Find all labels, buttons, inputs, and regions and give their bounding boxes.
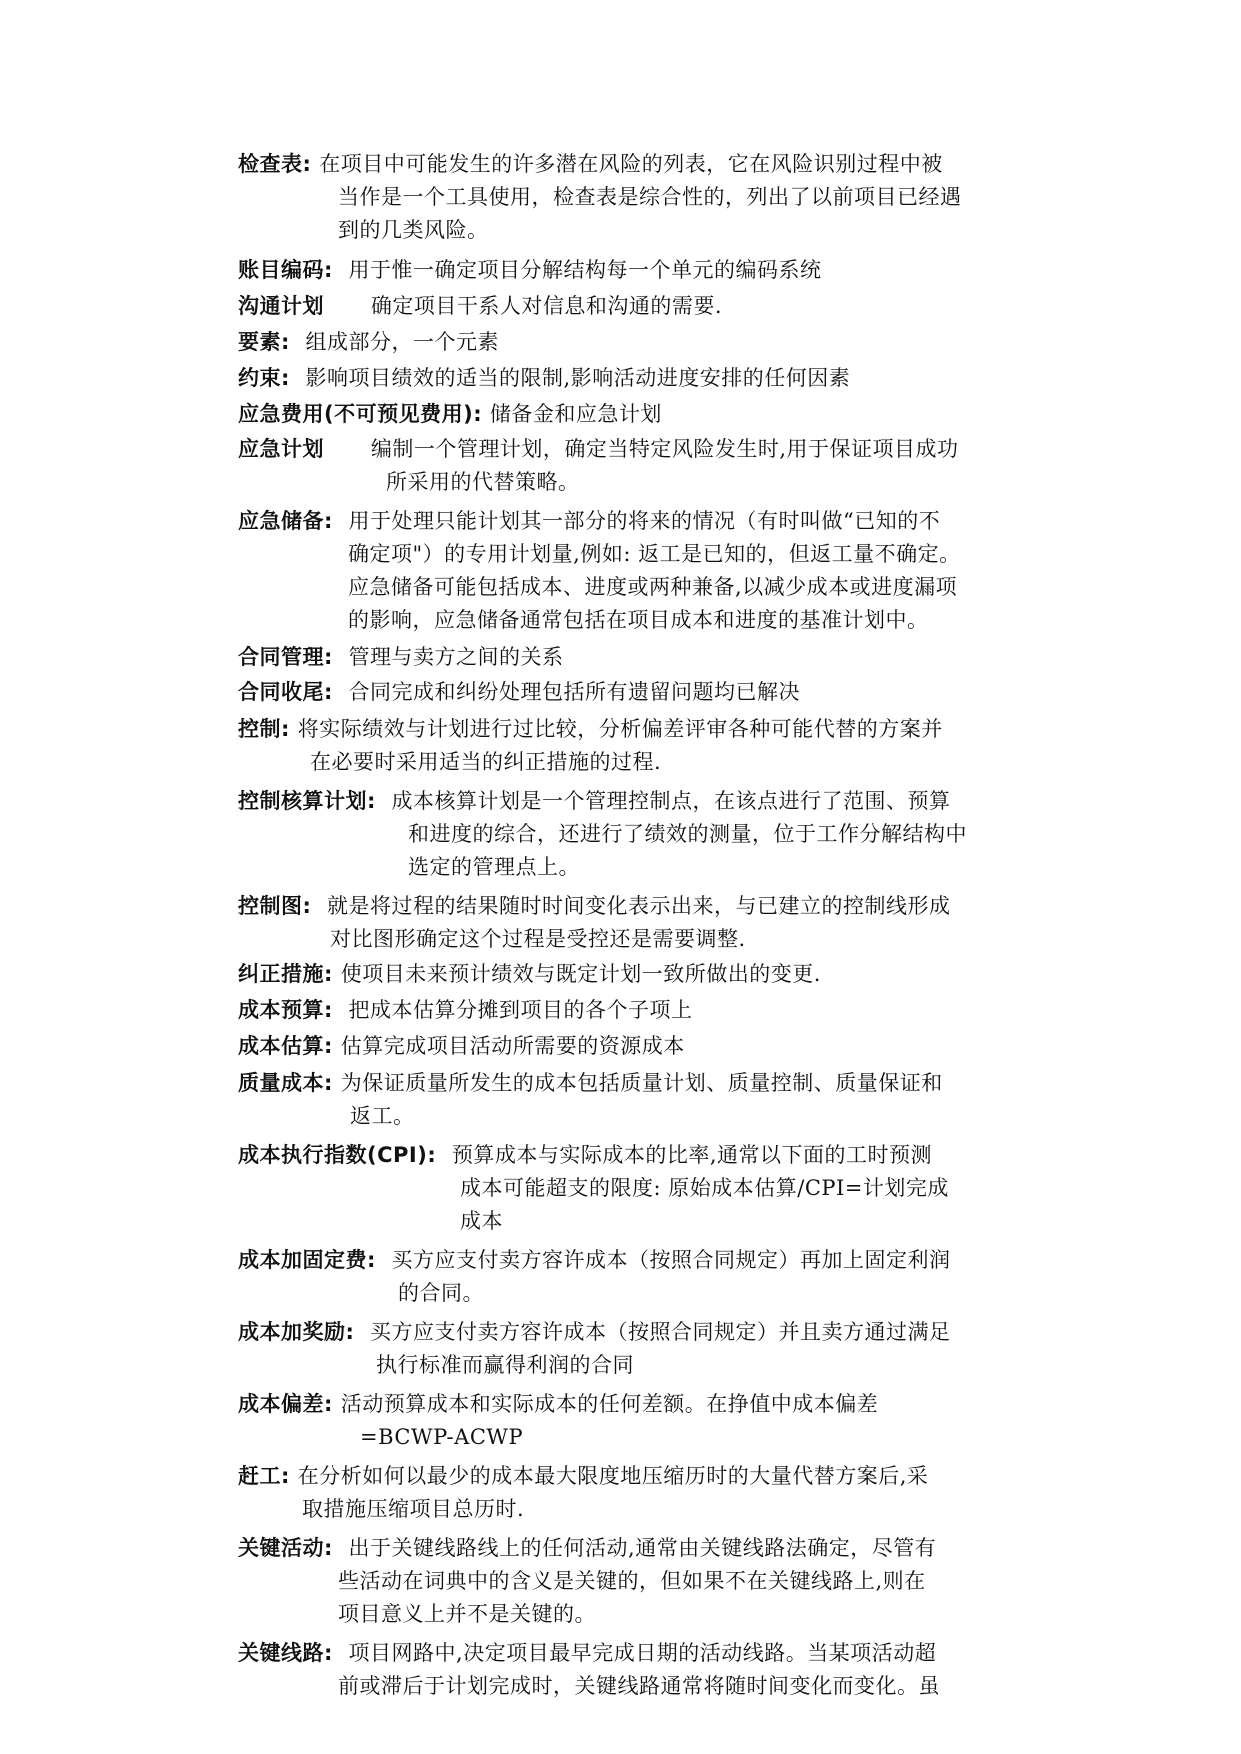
- entry-first-line: [238, 958, 1048, 991]
- definition-text: 把成本估算分摊到项目的各个子项上: [348, 998, 693, 1022]
- definition-continuation: 成本可能超支的限度: 原始成本估算/CPI=计划完成: [460, 1176, 949, 1200]
- definition-continuation: 在必要时采用适当的纠正措施的过程.: [310, 750, 662, 774]
- definition-text: 项目网路中,决定项目最早完成日期的活动线路。当某项活动超: [348, 1641, 937, 1665]
- definition-continuation: =BCWP-ACWP: [360, 1425, 524, 1449]
- glossary-entry: [238, 994, 1048, 1027]
- glossary-term: 沟通计划: [238, 294, 324, 318]
- definition-continuation: 选定的管理点上。: [408, 855, 580, 879]
- document-page: [238, 148, 1048, 1703]
- glossary-entry: [238, 362, 1048, 395]
- entry-first-line: [238, 1316, 1048, 1349]
- term-separator: :: [324, 258, 349, 282]
- glossary-entry: [238, 1637, 1048, 1703]
- term-separator: :: [324, 645, 349, 669]
- definition-text: 合同完成和纠纷处理包括所有遗留问题均已解决: [348, 680, 801, 704]
- definition-continuation: 项目意义上并不是关键的。: [338, 1602, 596, 1626]
- glossary-term: 控制核算计划: [238, 789, 367, 813]
- entry-first-line: [238, 433, 1048, 466]
- term-separator: :: [324, 1034, 341, 1058]
- glossary-entry: [238, 958, 1048, 991]
- definition-text: 将实际绩效与计划进行过比较，分析偏差评审各种可能代替的方案并: [297, 717, 943, 741]
- glossary-term: 合同收尾: [238, 680, 324, 704]
- term-separator: :: [367, 789, 392, 813]
- definition-continuation: 和进度的综合，还进行了绩效的测量，位于工作分解结构中: [408, 822, 967, 846]
- term-separator: :: [281, 366, 306, 390]
- definition-text: 出于关键线路线上的任何活动,通常由关键线路法确定，尽管有: [348, 1536, 937, 1560]
- glossary-term: 合同管理: [238, 645, 324, 669]
- definition-continuation: 些活动在词典中的含义是关键的，但如果不在关键线路上,则在: [338, 1569, 926, 1593]
- glossary-term: 检查表: [238, 152, 303, 176]
- entry-first-line: [238, 713, 1048, 746]
- glossary-entry: [238, 641, 1048, 674]
- glossary-term: 赶工: [238, 1464, 281, 1488]
- definition-text: 用于处理只能计划其一部分的将来的情况（有时叫做“已知的不: [348, 509, 941, 533]
- glossary-term: 应急储备: [238, 509, 324, 533]
- definition-continuation: 的影响，应急储备通常包括在项目成本和进度的基准计划中。: [348, 608, 929, 632]
- term-separator: :: [345, 1320, 371, 1344]
- term-separator: :: [281, 1464, 298, 1488]
- glossary-term: 质量成本: [238, 1071, 324, 1095]
- glossary-term: 成本加固定费: [238, 1248, 367, 1272]
- definition-continuation: 对比图形确定这个过程是受控还是需要调整.: [330, 927, 746, 951]
- entry-first-line: [238, 290, 1048, 323]
- entry-first-line: [238, 326, 1048, 359]
- entry-first-line: [238, 676, 1048, 709]
- definition-text: 编制一个管理计划，确定当特定风险发生时,用于保证项目成功: [370, 437, 959, 461]
- definition-text: 管理与卖方之间的关系: [348, 645, 564, 669]
- glossary-entry: [238, 1244, 1048, 1310]
- glossary-entry: [238, 1460, 1048, 1526]
- term-separator: :: [427, 1143, 452, 1167]
- glossary-term: 成本估算: [238, 1034, 324, 1058]
- glossary-entry: [238, 785, 1048, 884]
- definition-text: 在分析如何以最少的成本最大限度地压缩历时的大量代替方案后,采: [297, 1464, 929, 1488]
- definition-continuation: 返工。: [350, 1104, 415, 1128]
- entry-first-line: [238, 254, 1048, 287]
- entry-first-line: [238, 890, 1048, 923]
- definition-text: 使项目未来预计绩效与既定计划一致所做出的变更.: [340, 962, 821, 986]
- entry-first-line: [238, 1067, 1048, 1100]
- glossary-entry: [238, 1139, 1048, 1238]
- entry-first-line: [238, 1139, 1048, 1172]
- entry-first-line: [238, 505, 1048, 538]
- glossary-entry: [238, 290, 1048, 323]
- glossary-term: 成本预算: [238, 998, 324, 1022]
- definition-text: 就是将过程的结果随时时间变化表示出来，与已建立的控制线形成: [327, 894, 951, 918]
- glossary-term: 应急费用(不可预见费用): [238, 402, 474, 426]
- entry-first-line: [238, 398, 1048, 431]
- glossary-entry: [238, 713, 1048, 779]
- definition-continuation: 应急储备可能包括成本、进度或两种兼备,以减少成本或进度漏项: [348, 575, 958, 599]
- definition-continuation: 成本: [460, 1209, 503, 1233]
- definition-text: 组成部分，一个元素: [305, 330, 500, 354]
- glossary-term: 成本执行指数(CPI): [238, 1143, 428, 1167]
- term-separator: :: [302, 894, 328, 918]
- glossary-term: 控制图: [238, 894, 303, 918]
- glossary-entry: [238, 1067, 1048, 1133]
- glossary-entry: [238, 1316, 1048, 1382]
- glossary-term: 纠正措施: [238, 962, 324, 986]
- entry-first-line: [238, 1460, 1048, 1493]
- entry-first-line: [238, 1388, 1048, 1421]
- term-separator: :: [324, 680, 349, 704]
- glossary-entry: [238, 1030, 1048, 1063]
- term-separator: :: [324, 1536, 349, 1560]
- glossary-term: 要素: [238, 330, 281, 354]
- definition-continuation: 当作是一个工具使用，检查表是综合性的，列出了以前项目已经遇: [338, 185, 962, 209]
- definition-text: 用于惟一确定项目分解结构每一个单元的编码系统: [348, 258, 822, 282]
- definition-text: 成本核算计划是一个管理控制点，在该点进行了范围、预算: [391, 789, 951, 813]
- entry-first-line: [238, 641, 1048, 674]
- entry-first-line: [238, 1030, 1048, 1063]
- definition-text: 确定项目干系人对信息和沟通的需要.: [370, 294, 723, 318]
- entry-first-line: [238, 148, 1048, 181]
- glossary-term: 关键活动: [238, 1536, 324, 1560]
- glossary-entry: [238, 148, 1048, 247]
- entry-first-line: [238, 362, 1048, 395]
- glossary-entry: [238, 398, 1048, 431]
- entry-first-line: [238, 1244, 1048, 1277]
- definition-continuation: 取措施压缩项目总历时.: [302, 1497, 525, 1521]
- glossary-term: 账目编码: [238, 258, 324, 282]
- definition-continuation: 前或滞后于计划完成时，关键线路通常将随时间变化而变化。虽: [338, 1674, 940, 1698]
- term-separator: :: [473, 402, 490, 426]
- term-separator: :: [324, 962, 341, 986]
- term-separator: :: [302, 152, 320, 176]
- definition-text: 预算成本与实际成本的比率,通常以下面的工时预测: [451, 1143, 933, 1167]
- glossary-entry: [238, 254, 1048, 287]
- definition-text: 买方应支付卖方容许成本（按照合同规定）再加上固定利润: [391, 1248, 951, 1272]
- definition-continuation: 到的几类风险。: [338, 218, 489, 242]
- term-separator: :: [324, 998, 349, 1022]
- glossary-term: 成本偏差: [238, 1392, 324, 1416]
- entry-first-line: [238, 785, 1048, 818]
- definition-continuation: 执行标准而赢得利润的合同: [376, 1353, 634, 1377]
- definition-text: 活动预算成本和实际成本的任何差额。在挣值中成本偏差: [340, 1392, 879, 1416]
- glossary-term: 控制: [238, 717, 281, 741]
- definition-text: 储备金和应急计划: [489, 402, 662, 426]
- term-separator: :: [367, 1248, 392, 1272]
- glossary-entry: [238, 1388, 1048, 1454]
- glossary-term: 成本加奖励: [238, 1320, 346, 1344]
- glossary-entry: [238, 890, 1048, 956]
- definition-text: 影响项目绩效的适当的限制,影响活动进度安排的任何因素: [305, 366, 851, 390]
- term-separator: :: [324, 1071, 341, 1095]
- definition-continuation: 的合同。: [398, 1281, 484, 1305]
- entry-first-line: [238, 1532, 1048, 1565]
- glossary-entry: [238, 1532, 1048, 1631]
- glossary-entry: [238, 326, 1048, 359]
- term-separator: :: [324, 1641, 349, 1665]
- definition-continuation: 确定项"）的专用计划量,例如: 返工是已知的，但返工量不确定。: [348, 542, 961, 566]
- glossary-entry: [238, 505, 1048, 637]
- term-separator: [324, 294, 371, 318]
- definition-text: 估算完成项目活动所需要的资源成本: [340, 1034, 685, 1058]
- term-separator: :: [324, 509, 349, 533]
- glossary-term: 应急计划: [238, 437, 324, 461]
- term-separator: :: [281, 330, 306, 354]
- glossary-term: 约束: [238, 366, 281, 390]
- entry-first-line: [238, 1637, 1048, 1670]
- definition-continuation: 所采用的代替策略。: [386, 470, 580, 494]
- glossary-entry: [238, 433, 1048, 499]
- glossary-entry: [238, 676, 1048, 709]
- definition-text: 在项目中可能发生的许多潜在风险的列表，它在风险识别过程中被: [319, 152, 943, 176]
- term-separator: :: [324, 1392, 341, 1416]
- entry-first-line: [238, 994, 1048, 1027]
- term-separator: [324, 437, 371, 461]
- definition-text: 为保证质量所发生的成本包括质量计划、质量控制、质量保证和: [340, 1071, 943, 1095]
- term-separator: :: [281, 717, 298, 741]
- glossary-term: 关键线路: [238, 1641, 324, 1665]
- definition-text: 买方应支付卖方容许成本（按照合同规定）并且卖方通过满足: [370, 1320, 951, 1344]
